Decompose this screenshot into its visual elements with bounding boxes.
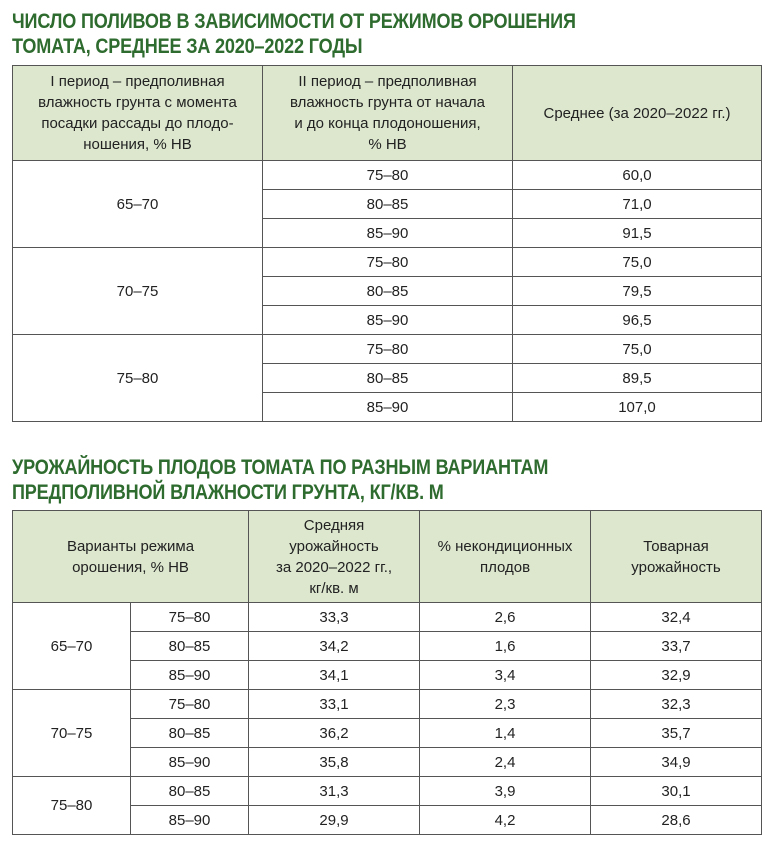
cell-market-yield: 33,7 <box>591 632 762 661</box>
cell-avg-yield: 33,3 <box>249 603 420 632</box>
group-label: 75–80 <box>13 335 263 422</box>
cell-market-yield: 28,6 <box>591 806 762 835</box>
header-period2 <box>263 66 513 161</box>
cell-average: 91,5 <box>513 219 762 248</box>
cell-average: 75,0 <box>513 335 762 364</box>
group-label: 75–80 <box>13 777 131 835</box>
table1-title-line: ЧИСЛО ПОЛИВОВ В ЗАВИСИМОСТИ ОТ РЕЖИМОВ ОРОШЕНИЯ <box>12 10 576 33</box>
table2-title-line: УРОЖАЙНОСТЬ ПЛОДОВ ТОМАТА ПО РАЗНЫМ ВАРИАНТАМ <box>12 456 549 479</box>
cell-variant: 80–85 <box>131 632 249 661</box>
header-variants <box>13 511 249 603</box>
header-line: урожайность <box>289 537 379 555</box>
table1-title <box>12 9 576 59</box>
header-line: плодов <box>479 558 531 576</box>
header-line: влажность грунта от начала <box>290 94 485 111</box>
cell-avg-yield: 34,1 <box>249 661 420 690</box>
cell-market-yield: 32,9 <box>591 661 762 690</box>
table2-title-line: ПРЕДПОЛИВНОЙ ВЛАЖНОСТИ ГРУНТА, КГ/КВ. М <box>12 481 444 504</box>
header-line: орошения, % НВ <box>72 558 189 576</box>
header-line: Варианты режима <box>66 537 195 555</box>
cell-variant: 80–85 <box>131 719 249 748</box>
header-market-yield <box>591 511 762 603</box>
cell-avg-yield: 35,8 <box>249 748 420 777</box>
header-line: % НВ <box>368 136 407 153</box>
cell-noncondition: 3,4 <box>420 661 591 690</box>
cell-avg-yield: 34,2 <box>249 632 420 661</box>
cell-period2: 85–90 <box>263 219 513 248</box>
header-line: % некондиционных <box>437 537 573 555</box>
cell-period2: 75–80 <box>263 161 513 190</box>
group-label: 70–75 <box>13 248 263 335</box>
header-average: Среднее (за 2020–2022 гг.) <box>513 66 762 161</box>
cell-variant: 85–90 <box>131 806 249 835</box>
cell-avg-yield: 36,2 <box>249 719 420 748</box>
table-row <box>13 603 762 632</box>
cell-noncondition: 2,6 <box>420 603 591 632</box>
header-line: Товарная <box>643 537 709 555</box>
cell-noncondition: 1,6 <box>420 632 591 661</box>
group-label: 65–70 <box>13 161 263 248</box>
cell-period2: 75–80 <box>263 335 513 364</box>
irrigation-count-table <box>12 65 762 422</box>
group-label: 65–70 <box>13 603 131 690</box>
header-line: ношения, % НВ <box>83 136 192 153</box>
cell-average: 60,0 <box>513 161 762 190</box>
cell-period2: 80–85 <box>263 190 513 219</box>
cell-period2: 80–85 <box>263 277 513 306</box>
cell-variant: 85–90 <box>131 661 249 690</box>
header-line: влажность грунта с момента <box>38 94 237 111</box>
header-period1 <box>13 66 263 161</box>
header-line: посадки рассады до плодо- <box>41 115 234 132</box>
cell-noncondition: 2,4 <box>420 748 591 777</box>
cell-avg-yield: 29,9 <box>249 806 420 835</box>
cell-average: 75,0 <box>513 248 762 277</box>
cell-period2: 80–85 <box>263 364 513 393</box>
table-row <box>13 777 762 806</box>
cell-noncondition: 1,4 <box>420 719 591 748</box>
cell-avg-yield: 31,3 <box>249 777 420 806</box>
cell-period2: 85–90 <box>263 306 513 335</box>
cell-avg-yield: 33,1 <box>249 690 420 719</box>
cell-average: 79,5 <box>513 277 762 306</box>
header-line: кг/кв. м <box>309 579 359 597</box>
cell-noncondition: 2,3 <box>420 690 591 719</box>
cell-variant: 75–80 <box>131 690 249 719</box>
table1-title-line: ТОМАТА, СРЕДНЕЕ ЗА 2020–2022 ГОДЫ <box>12 35 363 58</box>
table2-title <box>12 455 548 505</box>
header-avg-yield <box>249 511 420 603</box>
cell-market-yield: 35,7 <box>591 719 762 748</box>
cell-average: 89,5 <box>513 364 762 393</box>
table-row <box>13 690 762 719</box>
cell-average: 107,0 <box>513 393 762 422</box>
cell-period2: 85–90 <box>263 393 513 422</box>
header-line: за 2020–2022 гг., <box>275 558 393 576</box>
cell-market-yield: 34,9 <box>591 748 762 777</box>
cell-noncondition: 3,9 <box>420 777 591 806</box>
cell-variant: 75–80 <box>131 603 249 632</box>
cell-variant: 85–90 <box>131 748 249 777</box>
cell-average: 71,0 <box>513 190 762 219</box>
header-line: I период – предполивная <box>50 73 225 90</box>
cell-market-yield: 32,3 <box>591 690 762 719</box>
cell-variant: 80–85 <box>131 777 249 806</box>
table-row <box>13 335 762 364</box>
header-line: Средняя <box>303 516 365 534</box>
header-line: и до конца плодоношения, <box>294 115 481 132</box>
header-noncondition <box>420 511 591 603</box>
header-line: II период – предполивная <box>298 73 477 90</box>
cell-market-yield: 30,1 <box>591 777 762 806</box>
group-label: 70–75 <box>13 690 131 777</box>
cell-average: 96,5 <box>513 306 762 335</box>
header-line: урожайность <box>631 558 721 576</box>
yield-table <box>12 510 762 835</box>
table-row <box>13 161 762 190</box>
table-row <box>13 248 762 277</box>
cell-noncondition: 4,2 <box>420 806 591 835</box>
cell-period2: 75–80 <box>263 248 513 277</box>
cell-market-yield: 32,4 <box>591 603 762 632</box>
